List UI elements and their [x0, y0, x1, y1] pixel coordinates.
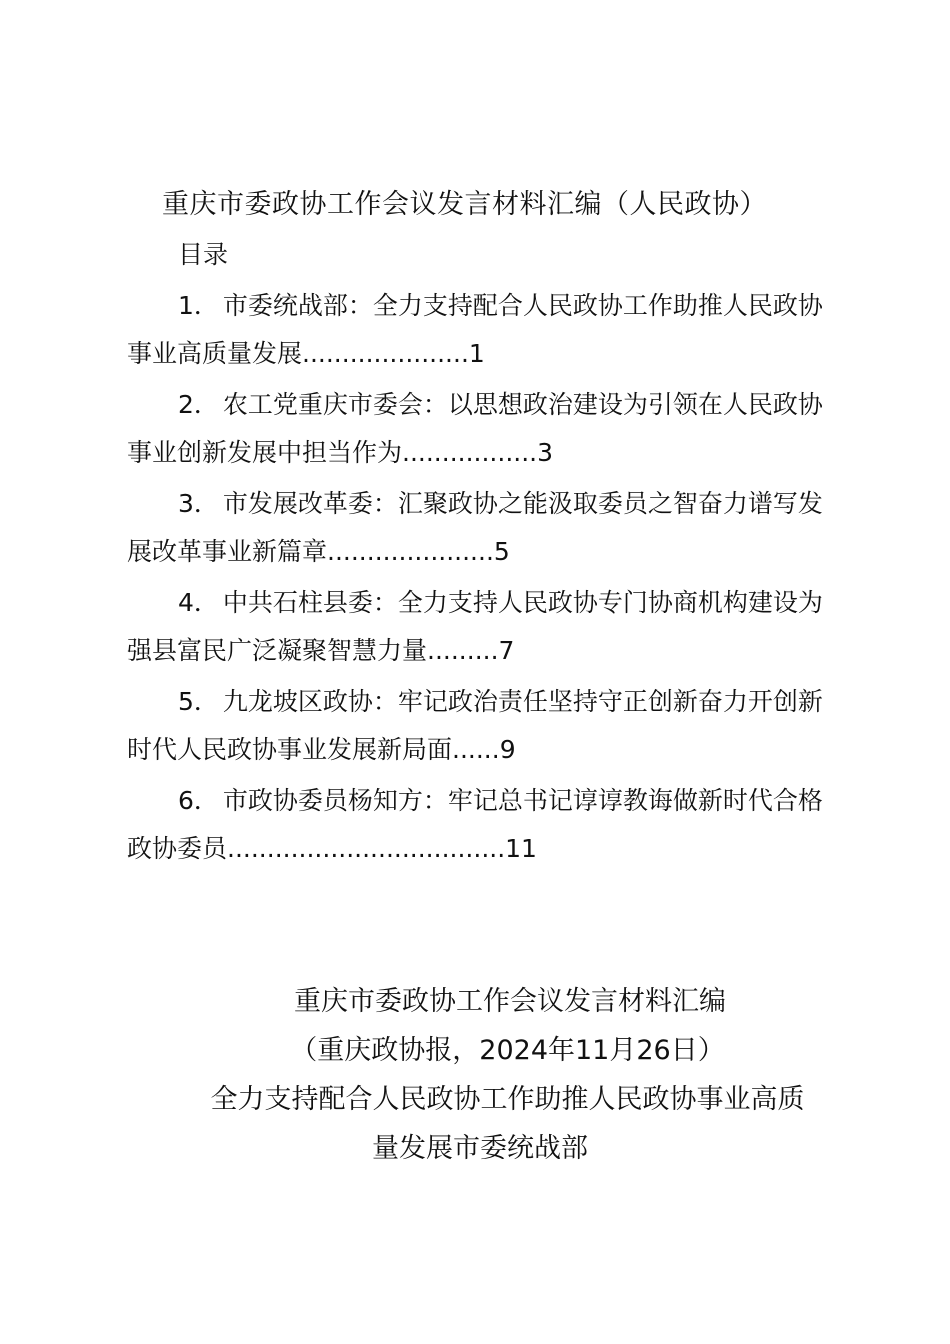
toc-entry-title-text: 九龙坡区政协：牢记政治责任坚持守正创新奋力开创新	[222, 687, 823, 716]
toc-heading: 目录	[178, 240, 229, 269]
toc-entry-continuation	[127, 529, 510, 575]
toc-entry-title-cont: 事业创新发展中担当作为	[127, 438, 403, 467]
toc-entry[interactable]	[127, 481, 837, 580]
compilation-title: 重庆市委政协工作会议发言材料汇编	[294, 986, 726, 1017]
toc-leader-dots: .....................	[302, 339, 469, 368]
toc-entry[interactable]	[127, 778, 837, 877]
toc-entry-number: 6．	[178, 786, 219, 815]
table-of-contents	[127, 283, 837, 877]
toc-entry-title-cont: 时代人民政协事业发展新局面	[127, 735, 453, 764]
toc-entry-title-text: 市政协委员杨知方：牢记总书记谆谆教诲做新时代合格	[222, 786, 823, 815]
toc-entry-title	[178, 283, 823, 329]
toc-page-number: 1	[468, 339, 485, 368]
toc-entry-number: 4．	[178, 588, 219, 617]
toc-entry-title-text: 市委统战部：全力支持配合人民政协工作助推人民政协	[222, 291, 823, 320]
toc-entry[interactable]	[127, 283, 837, 382]
toc-entry-number: 2．	[178, 390, 219, 419]
document-title: 重庆市委政协工作会议发言材料汇编（人民政协）	[162, 189, 767, 220]
toc-entry-title	[178, 481, 823, 527]
toc-leader-dots: .....................	[327, 537, 494, 566]
toc-entry-title-text: 市发展改革委：汇聚政协之能汲取委员之智奋力谱写发	[222, 489, 823, 518]
toc-entry-title	[178, 382, 823, 428]
toc-entry-title-cont: 展改革事业新篇章	[127, 537, 328, 566]
toc-page-number: 3	[537, 438, 554, 467]
section-heading-block	[0, 977, 950, 1173]
toc-page-number: 9	[499, 735, 516, 764]
toc-entry-number: 5．	[178, 687, 219, 716]
toc-leader-dots: ...................................	[227, 834, 506, 863]
toc-entry-title	[178, 778, 823, 824]
toc-entry-title-cont: 强县富民广泛凝聚智慧力量	[127, 636, 428, 665]
toc-entry[interactable]	[127, 580, 837, 679]
article-title: 全力支持配合人民政协工作助推人民政协事业高质	[210, 1084, 805, 1115]
toc-leader-dots: .................	[402, 438, 538, 467]
toc-entry-continuation	[127, 628, 514, 674]
toc-entry-continuation	[127, 331, 485, 377]
toc-entry-title-cont: 事业高质量发展	[127, 339, 303, 368]
toc-entry-title	[178, 580, 823, 626]
toc-entry-number: 3．	[178, 489, 219, 518]
toc-leader-dots: .........	[427, 636, 499, 665]
article-title-continued: 量发展市委统战部	[372, 1133, 588, 1164]
toc-entry-continuation	[127, 430, 553, 476]
toc-page-number: 11	[505, 834, 537, 863]
toc-entry[interactable]	[127, 382, 837, 481]
source-citation: （重庆政协报，2024年11月26日）	[290, 1035, 725, 1066]
toc-page-number: 5	[493, 537, 510, 566]
toc-entry-continuation	[127, 727, 516, 773]
toc-entry-title-text: 农工党重庆市委会：以思想政治建设为引领在人民政协	[222, 390, 823, 419]
toc-entry-title	[178, 679, 823, 725]
toc-page-number: 7	[498, 636, 515, 665]
toc-entry-number: 1．	[178, 291, 219, 320]
toc-entry-continuation	[127, 826, 537, 872]
toc-entry-title-cont: 政协委员	[127, 834, 228, 863]
toc-entry[interactable]	[127, 679, 837, 778]
toc-leader-dots: ......	[452, 735, 500, 764]
toc-entry-title-text: 中共石柱县委：全力支持人民政协专门协商机构建设为	[222, 588, 823, 617]
